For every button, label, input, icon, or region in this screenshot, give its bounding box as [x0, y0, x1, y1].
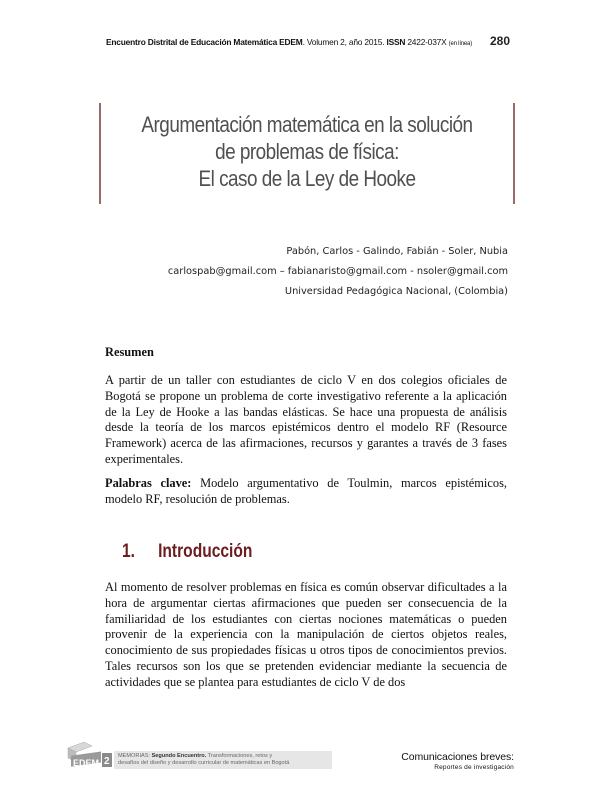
title-line-3: El caso de la Ley de Hooke	[198, 166, 416, 191]
journal-name: Encuentro Distrital de Educación Matemática EDEM	[106, 37, 303, 47]
issn-label: ISSN	[386, 37, 406, 47]
issn-note: (en línea)	[448, 41, 472, 47]
abstract-heading: Resumen	[105, 345, 154, 359]
svg-text:2: 2	[104, 756, 110, 767]
footer-banner-line-1: MEMORIAS: Segundo Encuentro. Transformaciones, retos y	[118, 753, 273, 759]
edem-logo-icon	[62, 742, 114, 770]
svg-text:EDEM: EDEM	[73, 758, 100, 768]
page-number: 280	[490, 34, 511, 48]
title-line-2: de problemas de física:	[215, 139, 399, 164]
keywords-text: Modelo argumentativo de Toulmin, marcos epistémicos, modelo RF, resolución de problemas.	[105, 476, 507, 506]
keywords-label: Palabras clave:	[105, 476, 192, 490]
abstract-body: A partir de un taller con estudiantes de ciclo V en dos colegios oficiales de Bogotá se propone un problema de corte investigativo referente a la aplicación de la Ley de Hooke a las bandas elásticas. Se hace una propuesta de análisis desde la teoría de los marcos epistémicos dentro el modelo RF (Resource Framework) acerca de las afirmaciones, recursos y garantes a través de 3 fases experimentales.	[105, 373, 507, 466]
journal-volume: . Volumen 2, año 2015.	[302, 37, 387, 47]
author-emails: carlospab@gmail.com – fabianaristo@gmail.com - nsoler@gmail.com	[167, 266, 508, 277]
section-title: Introducción	[158, 541, 253, 562]
footer-banner	[114, 751, 332, 769]
introduction-body: Al momento de resolver problemas en física es común observar dificultades a la hora de argumentar ciertas afirmaciones que pueden ser consecuencia de la familiaridad de los estudiantes con ciertas nociones matemáticas o pueden provenir de la experiencia con la manipulación de ciertos objetos reales, conocimiento de sus propiedades físicas u otros tipos de conocimientos previos. Tales recursos son los que se pretenden evidenciar mediante la secuencia de actividades que se plantea para estudiantes de ciclo V de dos	[105, 580, 507, 689]
author-names: Pabón, Carlos - Galindo, Fabián - Soler, Nubia	[286, 246, 508, 257]
authors-block	[168, 242, 508, 302]
author-affiliation: Universidad Pedagógica Nacional, (Colombia)	[284, 286, 508, 297]
section-heading-introduction	[122, 541, 252, 563]
footer-section-subtitle: Reportes de investigación	[434, 764, 514, 771]
title-line-1: Argumentación matemática en la solución	[141, 112, 473, 137]
footer-section-label	[401, 751, 514, 771]
keywords	[105, 476, 507, 508]
issn-value: 2422-037X	[405, 37, 449, 47]
paper-title	[130, 103, 484, 192]
running-header	[106, 37, 516, 47]
footer-section-title: Comunicaciones breves:	[401, 751, 514, 763]
footer-banner-line-2: desafíos del diseño y desarrollo curricular de matemáticas en Bogotá	[118, 760, 290, 766]
section-number: 1.	[122, 541, 136, 562]
title-block	[99, 103, 515, 204]
